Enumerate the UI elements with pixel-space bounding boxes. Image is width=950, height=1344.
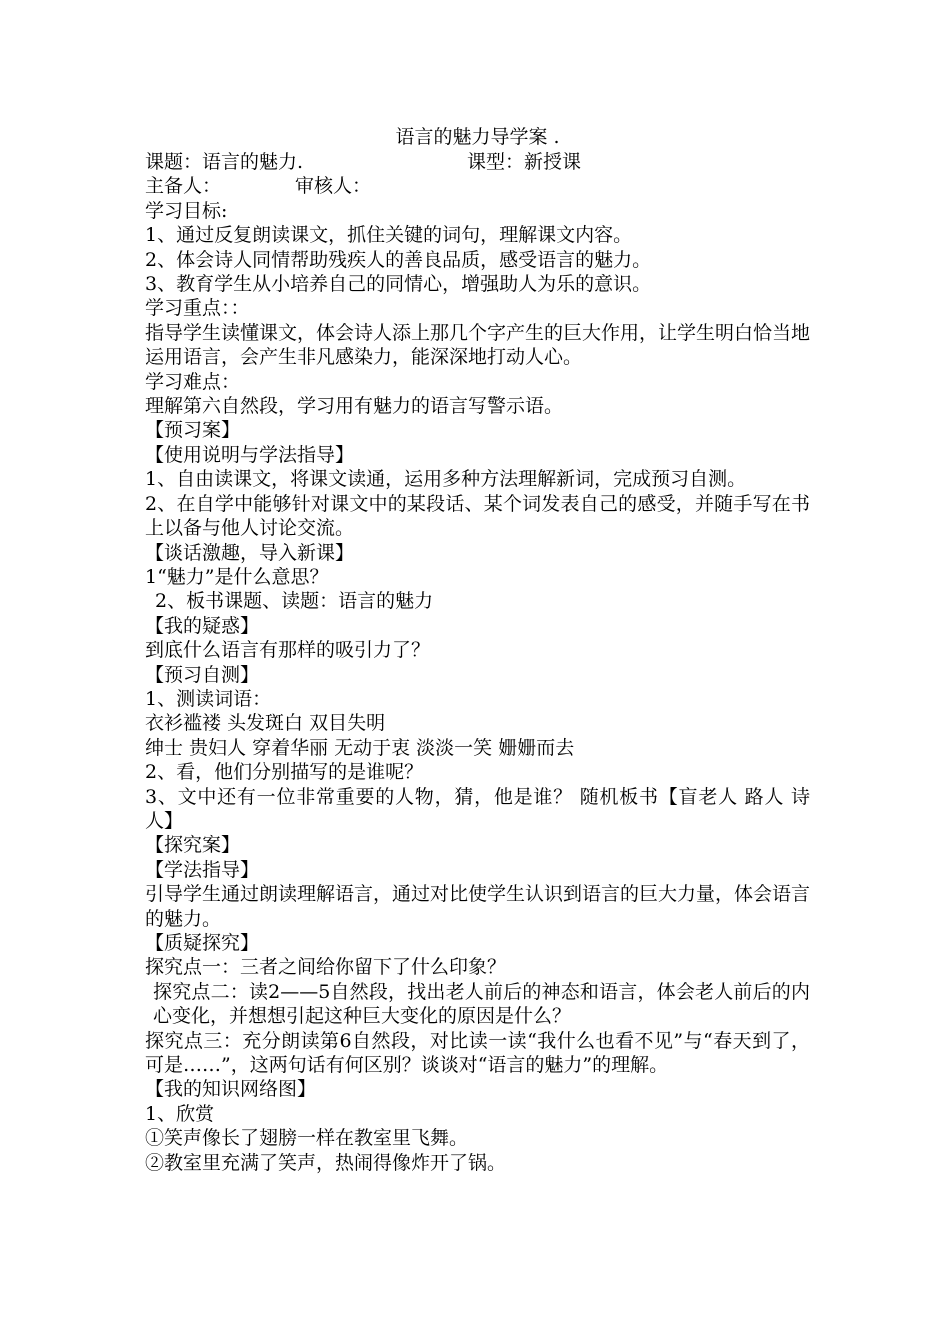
intro-heading: 【谈话激趣，导入新课】 <box>145 541 355 564</box>
objectives-heading: 学习目标: <box>145 199 228 222</box>
intro-item-2: 2、板书课题、读题：语言的魅力 <box>155 590 434 613</box>
explore-point-3: 探究点三：充分朗读第6自然段，对比读一读“我什么也看不见”与“春天到了，可是……”，这两句话有何区别？谈谈对“语言的魅力”的理解。 <box>145 1029 810 1077</box>
key-points-text: 指导学生读懂课文，体会诗人添上那几个字产生的巨大作用，让学生明白恰当地运用语言，会产生非凡感染力，能深深地打动人心。 <box>145 321 811 369</box>
question-heading: 【质疑探究】 <box>145 932 260 954</box>
usage-item-1: 1、自由读课文，将课文读通，运用多种方法理解新词，完成预习自测。 <box>145 468 747 491</box>
preparer-label: 主备人： <box>145 175 222 198</box>
explore-point-2: 探究点二：读2——5自然段，找出老人前后的神态和语言，体会老人前后的内心变化，并想想引起这种巨大变化的原因是什么？ <box>153 980 810 1028</box>
doubt-text: 到底什么语言有那样的吸引力了？ <box>145 639 431 662</box>
document-page <box>145 124 810 1175</box>
document-title: 语言的魅力导学案 . <box>395 126 560 148</box>
self-test-item-3: 3、文中还有一位非常重要的人物，猜，他是谁？ 随机板书【盲老人 路人 诗人】 <box>145 785 810 832</box>
difficulty-heading: 学习难点： <box>145 370 241 393</box>
method-guide-heading: 【学法指导】 <box>145 858 260 881</box>
doubt-heading: 【我的疑惑】 <box>145 614 260 637</box>
method-guide-text: 引导学生通过朗读理解语言，通过对比使学生认识到语言的巨大力量，体会语言的魅力。 <box>145 883 811 930</box>
lesson-type-label: 课型：新授课 <box>467 151 582 173</box>
sentence-2: ②教室里充满了笑声，热闹得像炸开了锅。 <box>145 1151 507 1174</box>
usage-item-2: 2、在自学中能够针对课文中的某段话、某个词发表自己的感受，并随手写在书上以备与他人讨论交流。 <box>145 492 810 540</box>
words-row-1: 衣衫褴褛 头发斑白 双目失明 <box>145 712 386 735</box>
preview-case-heading: 【预习案】 <box>145 419 241 442</box>
objective-2: 2、体会诗人同情帮助残疾人的善良品质，感受语言的魅力。 <box>145 248 652 271</box>
usage-guide-heading: 【使用说明与学法指导】 <box>145 443 355 466</box>
difficulty-text: 理解第六自然段，学习用有魅力的语言写警示语。 <box>145 395 564 418</box>
explore-point-1: 探究点一：三者之间给你留下了什么印象？ <box>145 956 507 979</box>
self-test-item-2: 2、看，他们分别描写的是谁呢？ <box>145 761 424 784</box>
sentence-1: ①笑声像长了翅膀一样在教室里飞舞。 <box>145 1127 469 1150</box>
network-heading: 【我的知识网络图】 <box>145 1078 317 1101</box>
reviewer-label: 审核人： <box>295 175 372 198</box>
objective-1: 1、通过反复朗读课文，抓住关键的词句，理解课文内容。 <box>145 224 633 247</box>
key-points-heading: 学习重点：： <box>145 297 250 320</box>
self-test-item-1: 1、测读词语： <box>145 687 272 710</box>
self-test-heading: 【预习自测】 <box>145 663 260 686</box>
topic-label: 课题：语言的魅力. <box>145 151 304 173</box>
words-row-2: 绅士 贵妇人 穿着华丽 无动于衷 淡淡一笑 姗姗而去 <box>145 736 575 759</box>
preparer-row <box>145 174 810 198</box>
topic-row <box>145 150 810 174</box>
explore-case-heading: 【探究案】 <box>145 834 241 857</box>
appreciate-item: 1、欣赏 <box>145 1102 215 1125</box>
intro-item-1: 1“魅力”是什么意思？ <box>145 565 329 588</box>
objective-3: 3、教育学生从小培养自己的同情心，增强助人为乐的意识。 <box>145 273 652 296</box>
